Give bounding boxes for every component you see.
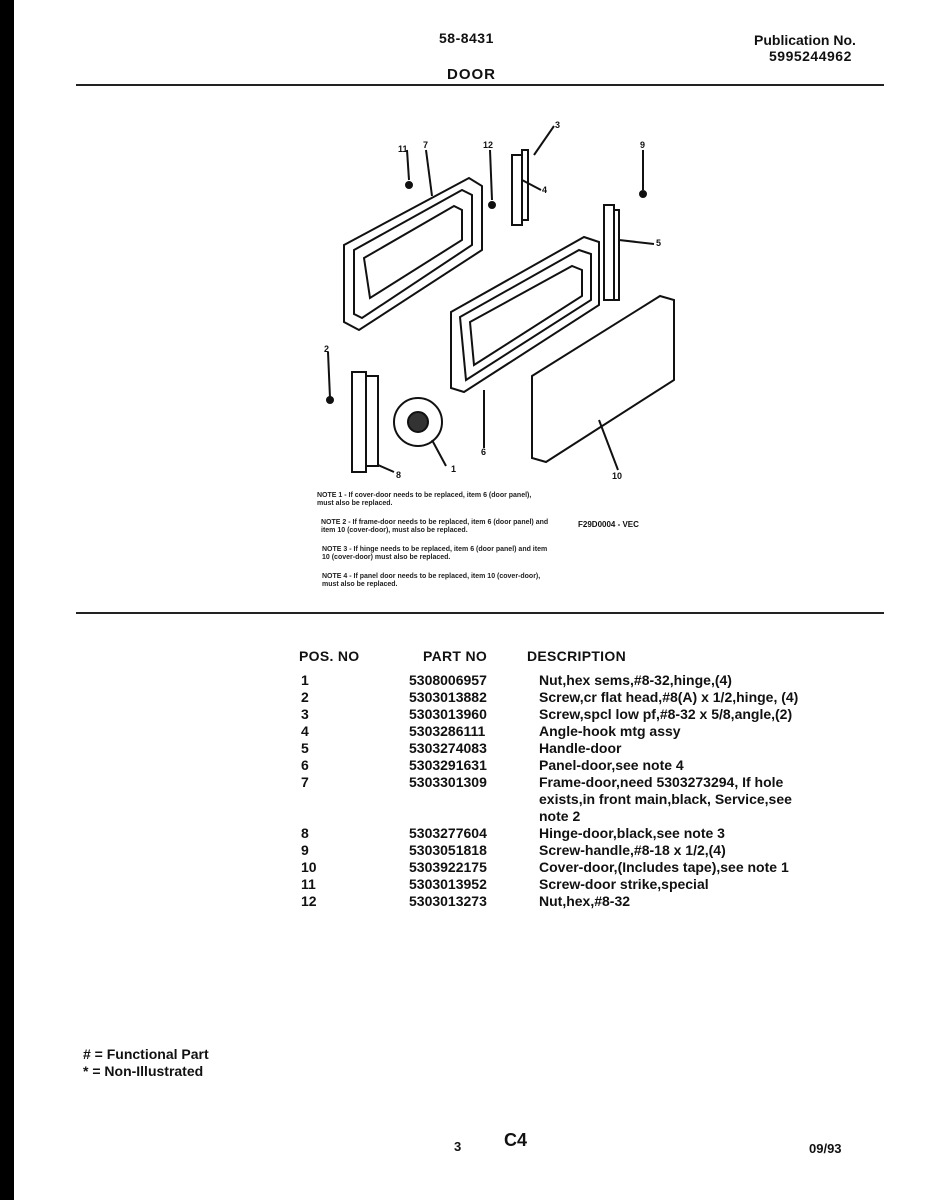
header-part-no: PART NO <box>423 648 488 664</box>
description-cell: Angle-hook mtg assy <box>539 723 681 739</box>
callout-1: 1 <box>451 464 457 474</box>
part-number-cell: 5303274083 <box>409 740 487 756</box>
position-cell: 5 <box>301 740 309 756</box>
position-cell: 7 <box>301 774 309 790</box>
page-code: C4 <box>504 1130 528 1150</box>
position-cell: 8 <box>301 825 309 841</box>
section-title: DOOR <box>447 66 496 83</box>
publication-label: Publication No. <box>754 32 856 48</box>
header-description: DESCRIPTION <box>527 648 626 664</box>
callout-5: 5 <box>656 238 662 248</box>
position-cell: 12 <box>301 893 317 909</box>
table-row <box>299 723 799 740</box>
position-cell: 3 <box>301 706 309 722</box>
description-cell: Screw,spcl low pf,#8-32 x 5/8,angle,(2) <box>539 706 793 722</box>
diagram-note-2: NOTE 2 - If frame-door needs to be replaced, item 6 (door panel) and item 10 (cover-door), must also be replaced. <box>321 519 549 534</box>
part-number-cell: 5303922175 <box>409 859 487 875</box>
description-cell: Screw-door strike,special <box>539 876 709 892</box>
part-number-cell: 5303013882 <box>409 689 487 705</box>
description-cell: Frame-door,need 5303273294, If hole exists,in front main,black, Service,see note 2 <box>539 774 792 824</box>
panel-door-part <box>451 237 599 392</box>
hex-nut-part <box>394 398 446 466</box>
model-number: 58-8431 <box>439 30 494 46</box>
figure-code: F29D0004 - VEC <box>578 520 639 529</box>
table-row <box>299 825 799 842</box>
revision-date: 09/93 <box>809 1141 842 1156</box>
description-cell: Handle-door <box>539 740 622 756</box>
cover-door-part <box>532 296 674 462</box>
parts-table-header <box>299 648 799 672</box>
part-number-cell: 5303013952 <box>409 876 487 892</box>
description-cell: Panel-door,see note 4 <box>539 757 684 773</box>
callout-9: 9 <box>640 140 646 150</box>
legend <box>83 1046 209 1080</box>
callout-6: 6 <box>481 447 487 457</box>
table-row <box>299 757 799 774</box>
diagram-note-3: NOTE 3 - If hinge needs to be replaced, item 6 (door panel) and item 10 (cover-door) must also be replaced. <box>322 546 548 561</box>
hinge-door-part <box>352 372 394 472</box>
part-number-cell: 5303286111 <box>409 723 486 739</box>
callout-8: 8 <box>396 470 402 480</box>
callout-10: 10 <box>612 471 623 481</box>
part-number-cell: 5308006957 <box>409 672 487 688</box>
table-row <box>299 672 799 689</box>
diagram-note-1: NOTE 1 - If cover-door needs to be replaced, item 6 (door panel), must also be replaced. <box>317 492 532 507</box>
position-cell: 10 <box>301 859 317 875</box>
diagram-note-4: NOTE 4 - If panel door needs to be replaced, item 10 (cover-door), must also be replaced. <box>322 573 541 588</box>
publication-number: 5995244962 <box>769 48 852 64</box>
table-row <box>299 842 799 859</box>
parts-sheet <box>14 0 944 1200</box>
header-pos-no: POS. NO <box>299 648 360 664</box>
middle-divider <box>76 612 884 614</box>
part-number-cell: 5303277604 <box>409 825 487 841</box>
description-cell: Hinge-door,black,see note 3 <box>539 825 725 841</box>
parts-table-body <box>299 672 799 910</box>
position-cell: 2 <box>301 689 309 705</box>
angle-hook-part <box>512 150 541 225</box>
description-cell: Screw-handle,#8-18 x 1/2,(4) <box>539 842 726 858</box>
page-number: 3 <box>454 1139 462 1154</box>
part-number-cell: 5303301309 <box>409 774 487 790</box>
position-cell: 9 <box>301 842 309 858</box>
parts-table <box>299 648 799 910</box>
position-cell: 6 <box>301 757 309 773</box>
callout-11: 11 <box>398 144 408 154</box>
callout-3: 3 <box>555 120 561 130</box>
table-row <box>299 893 799 910</box>
callout-7: 7 <box>423 140 429 150</box>
handle-door-part <box>604 205 654 300</box>
part-number-cell: 5303051818 <box>409 842 487 858</box>
table-row <box>299 876 799 893</box>
part-number-cell: 5303291631 <box>409 757 487 773</box>
legend-functional: # = Functional Part <box>83 1046 209 1062</box>
legend-non-illustrated: * = Non-Illustrated <box>83 1063 204 1079</box>
callout-2: 2 <box>324 344 330 354</box>
callout-12: 12 <box>483 140 494 150</box>
description-cell: Screw,cr flat head,#8(A) x 1/2,hinge, (4) <box>539 689 799 705</box>
callout-4: 4 <box>542 185 548 195</box>
description-cell: Nut,hex sems,#8-32,hinge,(4) <box>539 672 732 688</box>
position-cell: 4 <box>301 723 309 739</box>
description-cell: Nut,hex,#8-32 <box>539 893 631 909</box>
table-row <box>299 740 799 757</box>
part-number-cell: 5303013960 <box>409 706 487 722</box>
position-cell: 1 <box>301 672 309 688</box>
table-row <box>299 774 799 825</box>
description-cell: Cover-door,(Includes tape),see note 1 <box>539 859 789 875</box>
part-number-cell: 5303013273 <box>409 893 487 909</box>
table-row <box>299 706 799 723</box>
position-cell: 11 <box>301 876 316 892</box>
table-row <box>299 689 799 706</box>
table-row <box>299 859 799 876</box>
